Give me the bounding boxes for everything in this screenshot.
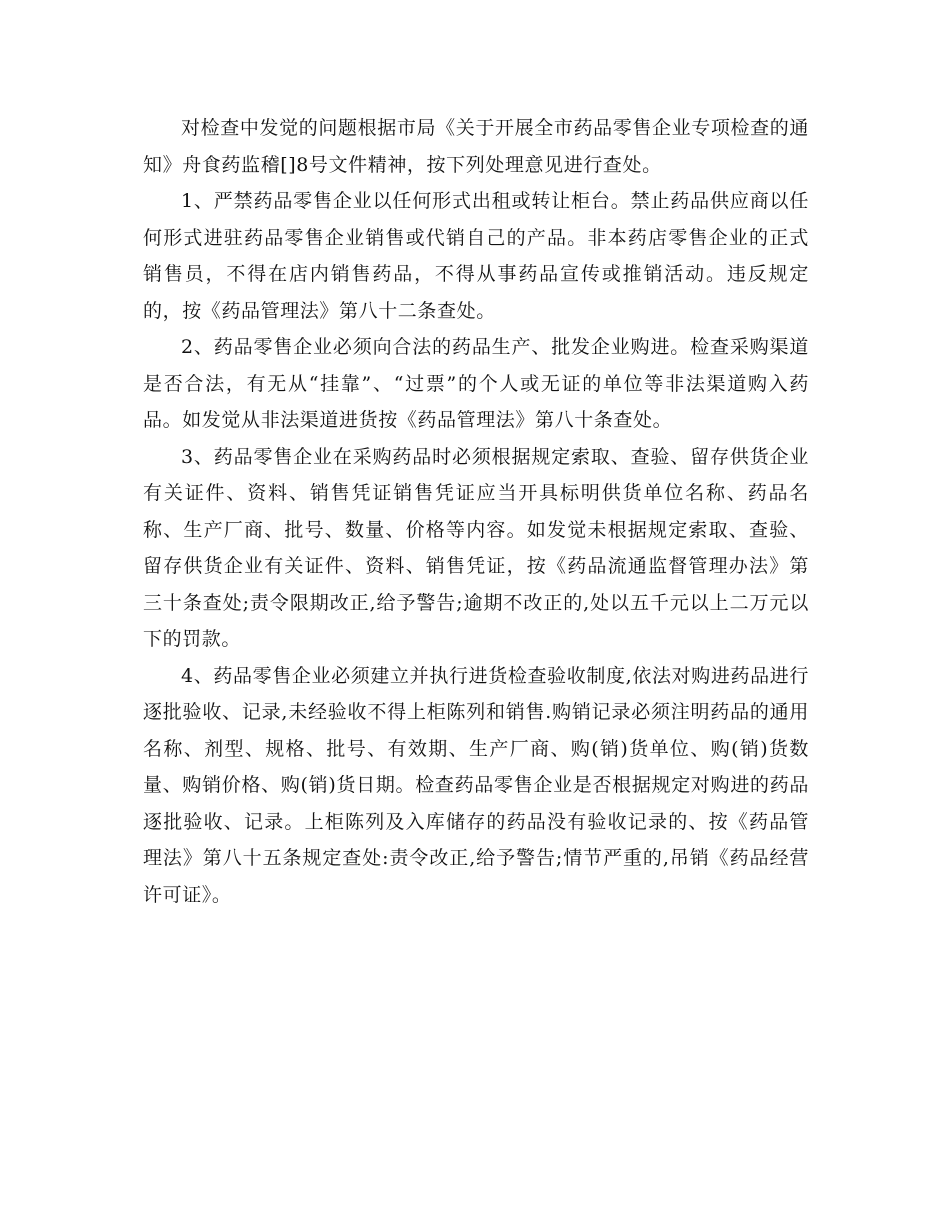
paragraph-item-2: 2、药品零售企业必须向合法的药品生产、批发企业购进。检查采购渠道是否合法，有无从“挂靠”、“过票”的个人或无证的单位等非法渠道购入药品。如发觉从非法渠道进货按《药品管理法》第八十条查处。: [143, 336, 809, 431]
paragraph-item-4: 4、药品零售企业必须建立并执行进货检查验收制度,依法对购进药品进行逐批验收、记录,未经验收不得上柜陈列和销售.购销记录必须注明药品的通用名称、剂型、规格、批号、有效期、生产厂商、购(销)货单位、购(销)货数量、购销价格、购(销)货日期。检查药品零售企业是否根据规定对购进的药品逐批验收、记录。上柜陈列及入库储存的药品没有验收记录的、按《药品管理法》第八十五条规定查处:责令改正,给予警告;情节严重的,吊销《药品经营许可证》。: [143, 664, 809, 906]
document-body: [143, 110, 809, 913]
paragraph-item-1: 1、严禁药品零售企业以任何形式出租或转让柜台。禁止药品供应商以任何形式进驻药品零售企业销售或代销自己的产品。非本药店零售企业的正式销售员，不得在店内销售药品，不得从事药品宣传或推销活动。违反规定的，按《药品管理法》第八十二条查处。: [143, 190, 809, 322]
paragraph-intro: 对检查中发觉的问题根据市局《关于开展全市药品零售企业专项检查的通知》舟食药监稽[]8号文件精神，按下列处理意见进行查处。: [143, 117, 809, 176]
paragraph-item-3: 3、药品零售企业在采购药品时必须根据规定索取、查验、留存供货企业有关证件、资料、销售凭证销售凭证应当开具标明供货单位名称、药品名称、生产厂商、批号、数量、价格等内容。如发觉未根据规定索取、查验、留存供货企业有关证件、资料、销售凭证，按《药品流通监督管理办法》第三十条查处;责令限期改正,给予警告;逾期不改正的,处以五千元以上二万元以下的罚款。: [143, 445, 809, 650]
